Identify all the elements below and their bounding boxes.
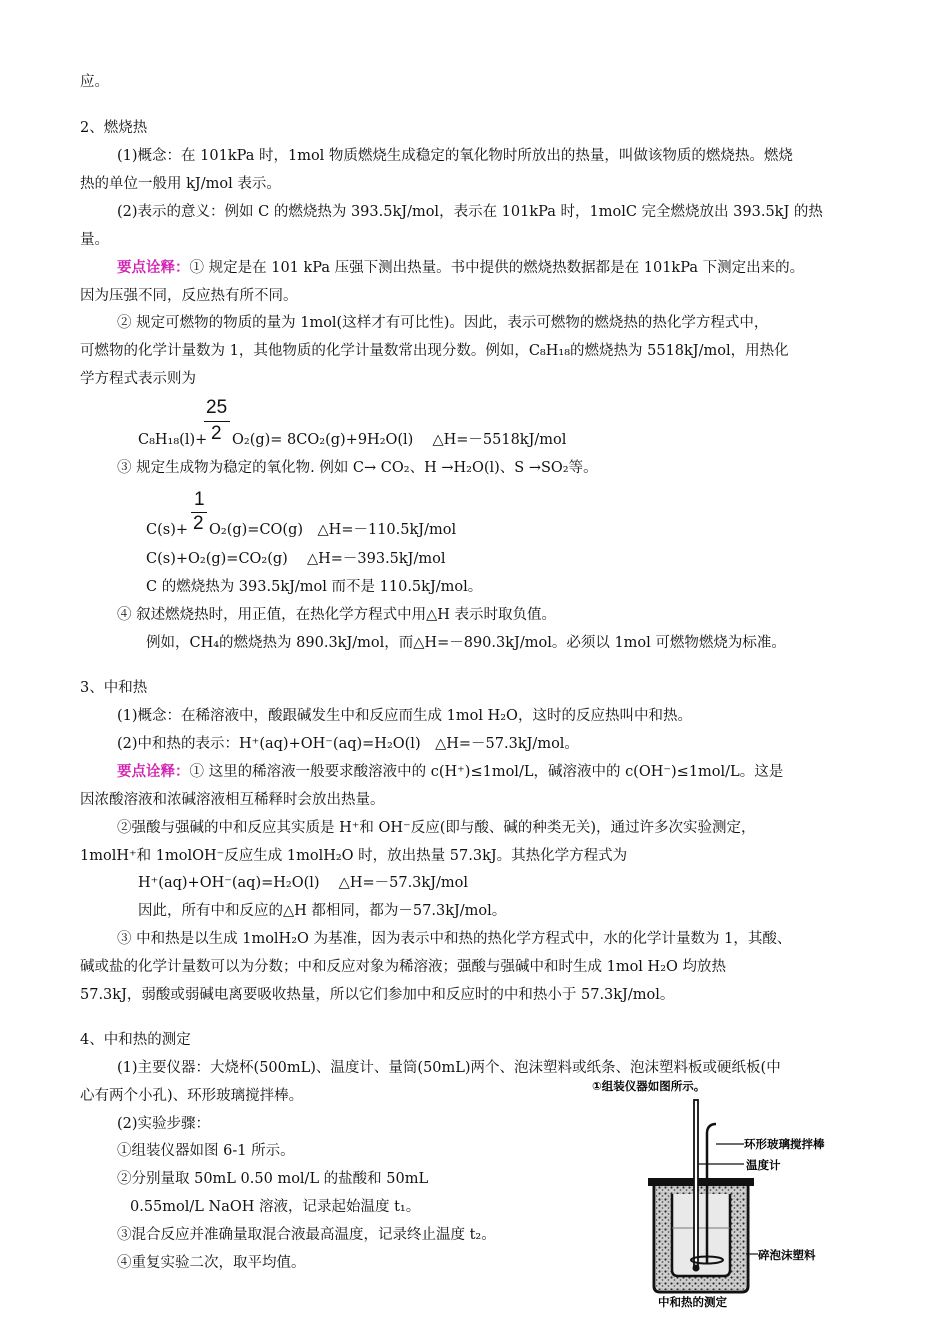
text-line: 例如，CH₄的燃烧热为 890.3kJ/mol，而△H=－890.3kJ/mol。必须以 1mol 可燃物燃烧为标准。 [146,635,786,651]
lid-board [648,1178,754,1186]
text-line: C 的燃烧热为 393.5kJ/mol 而不是 110.5kJ/mol。 [146,579,483,595]
text-line [117,762,783,782]
text-line: 应。 [80,74,109,90]
text-line: (2)实验步骤： [117,1116,211,1132]
text-line: ③ 中和热是以生成 1molH₂O 为基准，因为表示中和热的热化学方程式中，水的化学计量数为 1，其酸、 [117,931,792,947]
fraction-numerator: 25 [206,397,228,418]
section-heading: 3、中和热 [80,680,148,696]
text-line: 1molH⁺和 1molOH⁻反应生成 1molH₂O 时，放出热量 57.3kJ。其热化学方程式为 [80,848,628,864]
text-line: 因浓酸溶液和浓碱溶液相互稀释时会放出热量。 [80,792,385,808]
fraction-bar [204,421,230,422]
section-heading: 4、中和热的测定 [80,1032,191,1048]
text-line: 因为压强不同，反应热有所不同。 [80,288,298,304]
fraction-denominator: 2 [193,513,204,534]
label-stirrer: 环形玻璃搅拌棒 [744,1137,825,1151]
text-line: 量。 [80,232,109,248]
key-point-text: ① 规定是在 101 kPa 压强下测出热量。书中提供的燃烧热数据都是在 101kPa 下测定出来的。 [189,260,805,276]
text-line: 心有两个小孔)、环形玻璃搅拌棒。 [80,1088,304,1104]
key-point-label: 要点诠释： [117,763,190,780]
text-line [117,258,804,278]
key-point-text: ① 这里的稀溶液一般要求酸溶液中的 c(H⁺)≤1mol/L，碱溶液中的 c(OH⁻)≤1mol/L。这是 [189,764,784,780]
equation-line: O₂(g)= 8CO₂(g)+9H₂O(l) △H=－5518kJ/mol [232,432,567,448]
text-line: 学方程式表示则为 [80,371,196,387]
text-line: ③ 规定生成物为稳定的氧化物. 例如 C→ CO₂、H →H₂O(l)、S →SO₂等。 [117,460,598,476]
thermometer-bulb [693,1265,700,1272]
text-line: 热的单位一般用 kJ/mol 表示。 [80,176,281,192]
fraction-denominator: 2 [211,423,222,444]
text-line: 碱或盐的化学计量数可以为分数；中和反应对象为稀溶液；强酸与强碱中和时生成 1mol H₂O 均放热 [80,959,727,975]
text-line: (2)中和热的表示：H⁺(aq)+OH⁻(aq)=H₂O(l) △H=－57.3kJ/mol。 [117,736,579,752]
calorimeter-figure [592,1078,854,1308]
text-line: ④重复实验二次，取平均值。 [117,1255,306,1271]
text-line: (1)概念：在稀溶液中，酸跟碱发生中和反应而生成 1mol H₂O，这时的反应热叫中和热。 [117,708,692,724]
text-line: (1)概念：在 101kPa 时，1mol 物质燃烧生成稳定的氧化物时所放出的热量，叫做该物质的燃烧热。燃烧 [117,148,793,164]
equation-line: H⁺(aq)+OH⁻(aq)=H₂O(l) △H=－57.3kJ/mol [138,875,469,891]
text-line: ①组装仪器如图 6-1 所示。 [117,1143,295,1159]
equation-line: C₈H₁₈(l)+ [138,432,208,448]
equation-line: O₂(g)=CO(g) △H=－110.5kJ/mol [209,522,457,538]
text-line: ②分别量取 50mL 0.50 mol/L 的盐酸和 50mL [117,1171,429,1187]
key-point-label: 要点诠释： [117,259,190,276]
text-line: ③混合反应并准确量取混合液最高温度，记录终止温度 t₂。 [117,1227,496,1243]
section-heading: 2、燃烧热 [80,120,148,136]
figure-caption-bottom: 中和热的测定 [658,1295,727,1308]
text-line: ②强酸与强碱的中和反应其实质是 H⁺和 OH⁻反应(即与酸、碱的种类无关)，通过许多次实验测定， [117,820,756,836]
text-line: 57.3kJ，弱酸或弱碱电离要吸收热量，所以它们参加中和反应时的中和热小于 57.3kJ/mol。 [80,987,675,1003]
fraction-numerator: 1 [194,489,205,510]
text-line: ② 规定可燃物的物质的量为 1mol(这样才有可比性)。因此，表示可燃物的燃烧热的热化学方程式中， [117,315,769,331]
text-line: ④ 叙述燃烧热时，用正值，在热化学方程式中用△H 表示时取负值。 [117,607,557,623]
text-line: 因此，所有中和反应的△H 都相同，都为－57.3kJ/mol。 [138,903,507,919]
stirrer-handle [707,1124,716,1132]
label-thermometer: 温度计 [746,1158,781,1172]
text-line: 可燃物的化学计量数为 1，其他物质的化学计量数常出现分数。例如，C₈H₁₈的燃烧热为 5518kJ/mol，用热化 [80,343,789,359]
text-line: (1)主要仪器：大烧杯(500mL)、温度计、量筒(50mL)两个、泡沫塑料或纸条、泡沫塑料板或硬纸板(中 [117,1060,781,1076]
figure-caption-top: ①组装仪器如图所示。 [592,1079,706,1093]
equation-line: C(s)+O₂(g)=CO₂(g) △H=－393.5kJ/mol [146,551,446,567]
equation-line: C(s)+ [146,522,188,538]
text-line: (2)表示的意义：例如 C 的燃烧热为 393.5kJ/mol，表示在 101kPa 时，1molC 完全燃烧放出 393.5kJ 的热 [117,204,823,220]
label-foam: 碎泡沫塑料 [758,1248,816,1262]
text-line: 0.55mol/L NaOH 溶液，记录起始温度 t₁。 [130,1199,421,1215]
thermometer [694,1100,698,1268]
